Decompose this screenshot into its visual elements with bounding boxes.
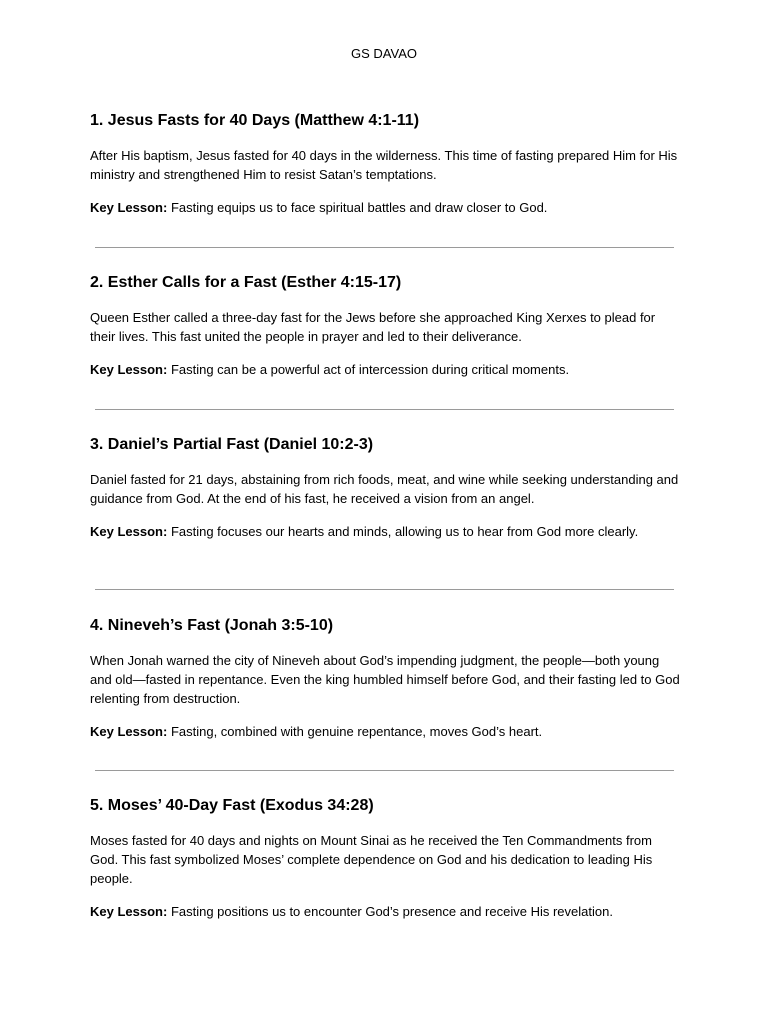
section-moses-fast — [90, 796, 680, 921]
section-divider — [95, 770, 674, 771]
section-body: When Jonah warned the city of Nineveh about God’s impending judgment, the people—both young and old—fasted in repentance. Even the king humbled himself before God, and their fasting led to God relenting from destruction. — [90, 653, 680, 706]
section-title: 1. Jesus Fasts for 40 Days (Matthew 4:1-11) — [90, 112, 420, 129]
key-lesson — [90, 722, 680, 741]
key-lesson — [90, 902, 680, 921]
section-body: Daniel fasted for 21 days, abstaining from rich foods, meat, and wine while seeking understanding and guidance from God. At the end of his fast, he received a vision from an angel. — [90, 472, 679, 506]
section-title: 2. Esther Calls for a Fast (Esther 4:15-17) — [90, 274, 402, 291]
section-divider — [95, 589, 674, 590]
section-body: After His baptism, Jesus fasted for 40 days in the wilderness. This time of fasting prepared Him for His ministry and strengthened Him to resist Satan’s temptations. — [90, 148, 678, 182]
key-lesson-text: Fasting equips us to face spiritual battles and draw closer to God. — [170, 200, 548, 215]
section-title: 5. Moses’ 40-Day Fast (Exodus 34:28) — [90, 797, 374, 814]
key-lesson-text: Fasting, combined with genuine repentance, moves God’s heart. — [170, 724, 543, 739]
key-lesson-label: Key Lesson: — [90, 724, 168, 739]
key-lesson-text: Fasting focuses our hearts and minds, allowing us to hear from God more clearly. — [170, 524, 639, 539]
page-header: GS DAVAO — [351, 46, 417, 61]
section-nineveh-fast — [90, 616, 680, 741]
section-body: Queen Esther called a three-day fast for the Jews before she approached King Xerxes to plead for their lives. This fast united the people in prayer and led to their deliverance. — [90, 310, 656, 344]
section-esther-fast — [90, 273, 680, 379]
section-jesus-fast — [90, 111, 680, 217]
key-lesson-label: Key Lesson: — [90, 200, 168, 215]
section-divider — [95, 409, 674, 410]
section-title: 3. Daniel’s Partial Fast (Daniel 10:2-3) — [90, 436, 374, 453]
key-lesson-text: Fasting positions us to encounter God’s presence and receive His revelation. — [170, 904, 613, 919]
key-lesson — [90, 360, 680, 379]
key-lesson-label: Key Lesson: — [90, 362, 168, 377]
key-lesson-label: Key Lesson: — [90, 524, 168, 539]
key-lesson-label: Key Lesson: — [90, 904, 168, 919]
key-lesson — [90, 522, 680, 541]
key-lesson-text: Fasting can be a powerful act of intercession during critical moments. — [170, 362, 570, 377]
key-lesson — [90, 198, 680, 217]
section-divider — [95, 247, 674, 248]
section-title: 4. Nineveh’s Fast (Jonah 3:5-10) — [90, 617, 334, 634]
section-body: Moses fasted for 40 days and nights on Mount Sinai as he received the Ten Commandments from God. This fast symbolized Moses’ complete dependence on God and his dedication to leading His people. — [90, 833, 653, 886]
section-daniel-fast — [90, 435, 680, 541]
